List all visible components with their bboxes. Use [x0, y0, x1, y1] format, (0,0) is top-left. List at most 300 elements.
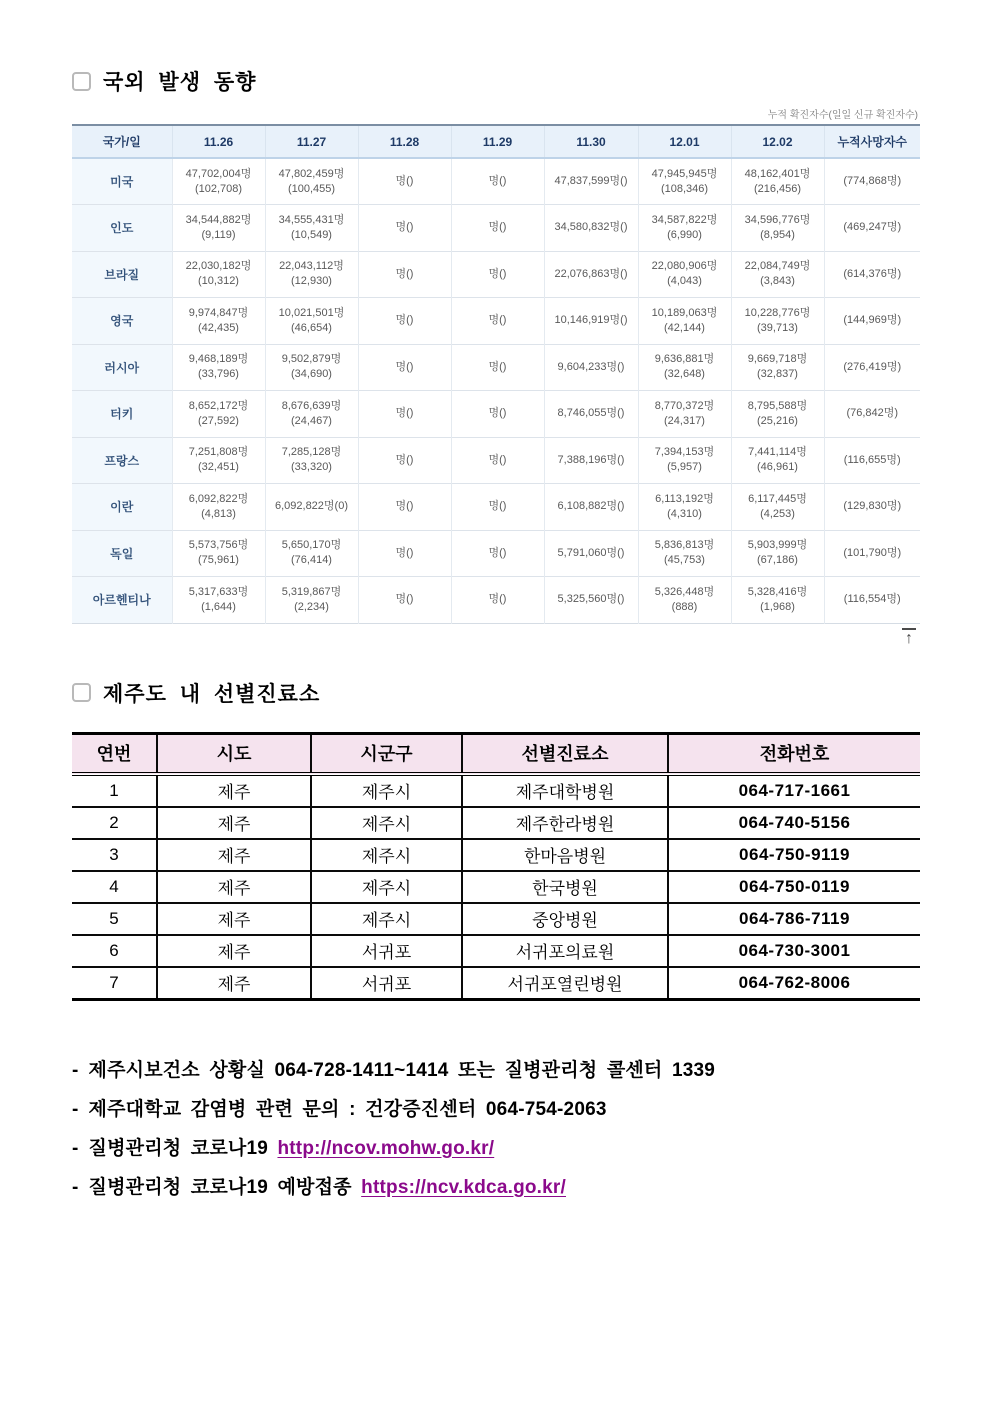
jeju-clinics-table	[72, 732, 920, 1001]
data-cell	[172, 577, 265, 624]
cell-line: 8,770,372명	[654, 399, 715, 412]
cell-line: (216,456)	[753, 182, 802, 195]
data-cell	[731, 298, 824, 345]
data-cell	[824, 344, 920, 391]
data-cell	[265, 158, 358, 205]
data-cell: 제주시	[311, 807, 462, 839]
cell-line: 34,555,431명	[278, 213, 345, 226]
data-cell	[451, 391, 544, 438]
data-cell	[358, 391, 451, 438]
data-cell	[544, 251, 638, 298]
cell-line: 6,113,192명	[655, 492, 714, 505]
table-row	[72, 871, 920, 903]
data-cell	[824, 530, 920, 577]
data-cell	[265, 205, 358, 252]
data-cell: 제주시	[311, 903, 462, 935]
cell-line: 10,189,063명	[651, 306, 718, 319]
cell-line: 34,544,882명	[185, 213, 252, 226]
cell-line: 명()	[488, 593, 507, 606]
cell-line: 22,080,906명	[651, 260, 718, 273]
data-cell	[824, 298, 920, 345]
data-cell	[451, 577, 544, 624]
scroll-to-top-icon[interactable]: ↑	[902, 628, 916, 648]
data-cell	[544, 437, 638, 484]
cell-line: (469,247명)	[843, 221, 902, 234]
cell-line: 22,084,749명	[744, 260, 811, 273]
column-header: 11.27	[265, 125, 358, 158]
data-cell	[451, 530, 544, 577]
data-cell	[638, 484, 731, 531]
data-cell	[731, 205, 824, 252]
data-cell	[638, 205, 731, 252]
phone-cell: 064-786-7119	[668, 903, 920, 935]
data-cell: 7	[72, 967, 157, 1000]
data-cell	[358, 577, 451, 624]
cell-line: 5,325,560명()	[557, 593, 625, 606]
data-cell: 서귀포	[311, 935, 462, 967]
cell-line: (102,708)	[194, 182, 243, 195]
cell-line: (33,320)	[291, 461, 332, 474]
section2-title	[72, 678, 920, 708]
data-cell: 제주	[157, 871, 311, 903]
note-line	[72, 1051, 920, 1090]
cell-line: (100,455)	[287, 182, 336, 195]
data-cell	[824, 437, 920, 484]
cell-line: (3,843)	[760, 275, 795, 288]
data-cell	[172, 484, 265, 531]
data-cell	[544, 158, 638, 205]
column-header: 누적사망자수	[824, 125, 920, 158]
data-cell	[731, 251, 824, 298]
cell-line: 명()	[395, 453, 414, 466]
data-cell	[451, 251, 544, 298]
cell-line: (116,655명)	[843, 453, 901, 466]
column-header: 연번	[72, 733, 157, 774]
country-cell: 미국	[72, 158, 172, 205]
cell-line: (42,435)	[198, 321, 239, 334]
cell-line: 22,043,112명	[279, 260, 344, 273]
cell-line: (32,451)	[198, 461, 239, 474]
data-cell	[731, 577, 824, 624]
data-cell	[265, 437, 358, 484]
data-cell: 중앙병원	[462, 903, 668, 935]
cell-line: 명()	[395, 175, 414, 187]
phone-cell: 064-717-1661	[668, 774, 920, 807]
data-cell	[358, 437, 451, 484]
table1-footer-row	[72, 624, 920, 662]
table-row	[72, 807, 920, 839]
column-header: 11.26	[172, 125, 265, 158]
data-cell	[451, 298, 544, 345]
cell-line: 명()	[488, 500, 507, 513]
table1-unit-note: 누적 확진자수(일일 신규 확진자수)	[767, 110, 918, 121]
cell-line: (129,830명)	[843, 500, 902, 513]
bullet: -	[72, 1098, 79, 1120]
cell-line: 47,945,945명	[651, 167, 718, 180]
cell-line: 22,076,863명()	[554, 267, 628, 280]
cell-line: (888)	[671, 600, 698, 613]
phone-cell: 064-750-0119	[668, 871, 920, 903]
cell-line: (45,753)	[664, 554, 705, 567]
data-cell	[451, 158, 544, 205]
data-cell	[451, 437, 544, 484]
cell-line: (76,414)	[291, 554, 332, 567]
data-cell	[172, 251, 265, 298]
cell-line: 34,587,822명	[651, 213, 718, 226]
data-cell: 제주대학병원	[462, 774, 668, 807]
data-cell	[358, 298, 451, 345]
data-cell	[824, 251, 920, 298]
data-cell	[638, 530, 731, 577]
cell-line: 7,285,128명	[281, 446, 342, 459]
table-row	[72, 774, 920, 807]
section1-title	[72, 0, 920, 96]
data-cell	[451, 344, 544, 391]
cell-line: 명()	[395, 221, 414, 234]
table-row	[72, 484, 920, 531]
data-cell	[172, 298, 265, 345]
cell-line: 34,596,776명	[744, 213, 811, 226]
note-line	[72, 1090, 920, 1129]
cell-line: 48,162,401명	[744, 167, 811, 180]
note-text: 제주시보건소 상황실 064-728-1411~1414 또는 질병관리청 콜센터 1339	[88, 1059, 716, 1081]
data-cell	[638, 437, 731, 484]
data-cell	[731, 484, 824, 531]
cell-line: 8,746,055명()	[557, 407, 625, 420]
phone-cell: 064-762-8006	[668, 967, 920, 1000]
note-text: 질병관리청 코로나19 예방접종	[88, 1176, 362, 1198]
data-cell	[731, 158, 824, 205]
cell-line: (24,467)	[291, 414, 332, 427]
data-cell: 제주	[157, 967, 311, 1000]
cell-line: 7,394,153명	[654, 446, 715, 459]
cell-line: (9,119)	[201, 228, 236, 241]
column-header: 시도	[157, 733, 311, 774]
column-header: 전화번호	[668, 733, 920, 774]
cell-line: (42,144)	[664, 321, 705, 334]
data-cell	[824, 484, 920, 531]
data-cell: 서귀포	[311, 967, 462, 1000]
cell-line: 5,317,633명	[188, 585, 249, 598]
cell-line: 명()	[488, 360, 507, 373]
cell-line: (34,690)	[291, 368, 332, 381]
cell-line: 47,802,459명	[278, 167, 345, 180]
table-row	[72, 391, 920, 438]
contact-notes	[72, 1051, 920, 1207]
column-header: 11.30	[544, 125, 638, 158]
cell-line: 6,092,822명	[188, 492, 249, 505]
cell-line: 9,468,189명	[188, 353, 249, 366]
cell-line: (76,842명)	[846, 407, 899, 420]
cell-line: 7,251,808명	[188, 446, 249, 459]
table-row	[72, 530, 920, 577]
cell-line: 8,676,639명	[281, 399, 342, 412]
data-cell	[172, 437, 265, 484]
cell-line: 34,580,832명()	[554, 221, 628, 234]
data-cell	[638, 391, 731, 438]
data-cell	[265, 344, 358, 391]
cell-line: 7,388,196명()	[557, 453, 625, 466]
table-row	[72, 967, 920, 1000]
cell-line: 명()	[488, 453, 507, 466]
cell-line: (1,968)	[760, 600, 795, 613]
data-cell	[638, 158, 731, 205]
note-line	[72, 1168, 920, 1207]
cell-line: (144,969명)	[843, 314, 902, 327]
data-cell	[544, 484, 638, 531]
data-cell: 제주시	[311, 839, 462, 871]
section1-title-text: 국외 발생 동향	[103, 71, 257, 94]
column-header: 12.02	[731, 125, 824, 158]
cell-line: 5,836,813명	[654, 539, 715, 552]
cell-line: 6,117,445명	[748, 492, 807, 505]
cell-line: (10,312)	[198, 275, 239, 288]
country-cell: 러시아	[72, 344, 172, 391]
data-cell: 제주	[157, 839, 311, 871]
data-cell: 6	[72, 935, 157, 967]
cell-line: (4,043)	[667, 275, 702, 288]
table-row	[72, 839, 920, 871]
data-cell: 제주시	[311, 871, 462, 903]
phone-cell: 064-730-3001	[668, 935, 920, 967]
cell-line: 6,092,822명(0)	[274, 500, 348, 513]
cell-line: 명()	[395, 314, 414, 327]
data-cell	[544, 298, 638, 345]
column-header: 시군구	[311, 733, 462, 774]
cell-line: 5,328,416명	[747, 585, 808, 598]
data-cell	[638, 251, 731, 298]
cell-line: 명()	[488, 267, 507, 280]
data-cell	[451, 205, 544, 252]
data-cell	[451, 484, 544, 531]
country-cell: 이란	[72, 484, 172, 531]
data-cell: 1	[109, 780, 119, 800]
country-cell: 독일	[72, 530, 172, 577]
data-cell	[265, 577, 358, 624]
bullet: -	[72, 1137, 79, 1159]
cell-line: (6,990)	[667, 228, 702, 241]
cell-line: 47,702,004명	[185, 167, 252, 180]
external-link[interactable]: http://ncov.mohw.go.kr/	[277, 1137, 495, 1159]
cell-line: (276,419명)	[843, 360, 902, 373]
data-cell: 4	[72, 871, 157, 903]
cell-line: 9,636,881명	[654, 353, 715, 366]
bullet: -	[72, 1059, 79, 1081]
data-cell: 서귀포열린병원	[462, 967, 668, 1000]
section2-title-text: 제주도 내 선별진료소	[103, 682, 321, 706]
cell-line: 명()	[488, 314, 507, 327]
cell-line: (46,654)	[291, 321, 332, 334]
data-cell	[731, 437, 824, 484]
data-cell	[731, 344, 824, 391]
data-cell	[358, 205, 451, 252]
cell-line: (27,592)	[198, 414, 239, 427]
cell-line: 명()	[395, 407, 414, 420]
table-row	[72, 251, 920, 298]
overseas-trend-table	[72, 124, 920, 624]
country-cell: 터키	[72, 391, 172, 438]
data-cell	[824, 577, 920, 624]
cell-line: (75,961)	[198, 554, 239, 567]
data-cell	[638, 298, 731, 345]
cell-line: 5,903,999명	[747, 539, 808, 552]
cell-line: (46,961)	[757, 461, 798, 474]
cell-line: 명()	[488, 407, 507, 420]
note-text: 제주대학교 감염병 관련 문의 : 건강증진센터 064-754-2063	[88, 1098, 607, 1120]
cell-line: 명()	[395, 593, 414, 606]
cell-line: (774,868명)	[843, 175, 902, 187]
cell-line: (4,310)	[667, 507, 702, 520]
cell-line: 5,791,060명()	[557, 546, 625, 559]
cell-line: (32,837)	[757, 368, 798, 381]
table-row	[72, 577, 920, 624]
data-cell	[172, 530, 265, 577]
cell-line: (39,713)	[757, 321, 798, 334]
data-cell	[265, 484, 358, 531]
cell-line: 9,604,233명()	[557, 360, 625, 373]
table-row	[72, 205, 920, 252]
country-cell: 영국	[72, 298, 172, 345]
country-cell: 프랑스	[72, 437, 172, 484]
cell-line: (10,549)	[291, 228, 332, 241]
bullet: -	[72, 1176, 79, 1198]
cell-line: 명()	[395, 360, 414, 373]
data-cell	[172, 344, 265, 391]
cell-line: (2,234)	[294, 600, 329, 613]
cell-line: 10,021,501명	[278, 306, 345, 319]
data-cell	[358, 530, 451, 577]
data-cell	[731, 391, 824, 438]
column-header: 11.29	[451, 125, 544, 158]
data-cell	[638, 344, 731, 391]
cell-line: (101,790명)	[843, 546, 902, 559]
phone-cell: 064-740-5156	[668, 807, 920, 839]
country-cell: 브라질	[72, 251, 172, 298]
cell-line: 명()	[488, 221, 507, 234]
cell-line: 명()	[488, 175, 507, 187]
cell-line: 명()	[488, 546, 507, 559]
table-row	[72, 903, 920, 935]
column-header: 11.28	[358, 125, 451, 158]
cell-line: 10,228,776명	[744, 306, 811, 319]
data-cell: 제주	[157, 903, 311, 935]
column-header: 12.01	[638, 125, 731, 158]
cell-line: 8,795,588명	[747, 399, 808, 412]
data-cell	[265, 251, 358, 298]
cell-line: 9,502,879명	[281, 353, 342, 366]
cell-line: 8,652,172명	[188, 399, 249, 412]
data-cell: 한마음병원	[462, 839, 668, 871]
cell-line: (33,796)	[198, 368, 239, 381]
table-row	[72, 344, 920, 391]
data-cell: 제주	[157, 807, 311, 839]
note-text: 질병관리청 코로나19	[88, 1137, 278, 1159]
table-row	[72, 437, 920, 484]
data-cell	[265, 530, 358, 577]
data-cell: 한국병원	[462, 871, 668, 903]
cell-line: 10,146,919명()	[554, 314, 628, 327]
data-cell	[172, 205, 265, 252]
data-cell	[824, 391, 920, 438]
data-cell	[544, 577, 638, 624]
country-cell: 아르헨티나	[72, 577, 172, 624]
table-row	[72, 298, 920, 345]
external-link[interactable]: https://ncv.kdca.go.kr/	[361, 1176, 566, 1198]
data-cell	[358, 251, 451, 298]
table-row	[72, 935, 920, 967]
data-cell	[824, 205, 920, 252]
data-cell	[731, 530, 824, 577]
data-cell	[638, 577, 731, 624]
data-cell: 제주한라병원	[462, 807, 668, 839]
data-cell: 5	[72, 903, 157, 935]
cell-line: (5,957)	[667, 461, 702, 474]
data-cell: 서귀포의료원	[462, 935, 668, 967]
data-cell	[172, 158, 265, 205]
cell-line: (24,317)	[664, 414, 705, 427]
data-cell: 2	[72, 807, 157, 839]
cell-line: (12,930)	[291, 275, 332, 288]
data-cell	[358, 344, 451, 391]
cell-line: 9,669,718명	[747, 353, 808, 366]
data-cell	[358, 484, 451, 531]
cell-line: 5,573,756명	[188, 539, 249, 552]
cell-line: (8,954)	[760, 228, 795, 241]
phone-cell: 064-750-9119	[668, 839, 920, 871]
cell-line: (108,346)	[660, 182, 709, 195]
data-cell: 3	[72, 839, 157, 871]
data-cell: 제주	[157, 935, 311, 967]
column-header: 선별진료소	[462, 733, 668, 774]
cell-line: (614,376명)	[843, 267, 902, 280]
cell-line: (25,216)	[757, 414, 798, 427]
page-content	[72, 0, 920, 1207]
empty-checkbox-icon	[72, 72, 91, 91]
cell-line: (1,644)	[201, 600, 236, 613]
cell-line: 6,108,882명()	[557, 500, 625, 513]
cell-line: 9,974,847명	[188, 306, 249, 319]
data-cell	[265, 391, 358, 438]
cell-line: (4,813)	[201, 507, 236, 520]
cell-line: 47,837,599명()	[554, 175, 628, 187]
cell-line: 5,319,867명	[281, 585, 342, 598]
cell-line: 명()	[395, 500, 414, 513]
cell-line: 7,441,114명	[748, 446, 807, 459]
data-cell: 제주시	[311, 774, 462, 807]
data-cell	[544, 391, 638, 438]
cell-line: (116,554명)	[843, 593, 901, 606]
cell-line: 명()	[395, 546, 414, 559]
country-cell: 인도	[72, 205, 172, 252]
data-cell	[358, 158, 451, 205]
data-cell	[544, 344, 638, 391]
note-line	[72, 1129, 920, 1168]
data-cell	[265, 298, 358, 345]
table-row	[72, 158, 920, 205]
data-cell: 제주	[157, 774, 311, 807]
data-cell	[544, 205, 638, 252]
cell-line: 22,030,182명	[185, 260, 252, 273]
column-header: 국가/일	[72, 125, 172, 158]
cell-line: 명()	[395, 267, 414, 280]
cell-line: (67,186)	[757, 554, 798, 567]
cell-line: (32,648)	[664, 368, 705, 381]
cell-line: 5,650,170명	[281, 539, 342, 552]
data-cell	[824, 158, 920, 205]
data-cell	[544, 530, 638, 577]
cell-line: (4,253)	[760, 507, 795, 520]
cell-line: 5,326,448명	[654, 585, 715, 598]
